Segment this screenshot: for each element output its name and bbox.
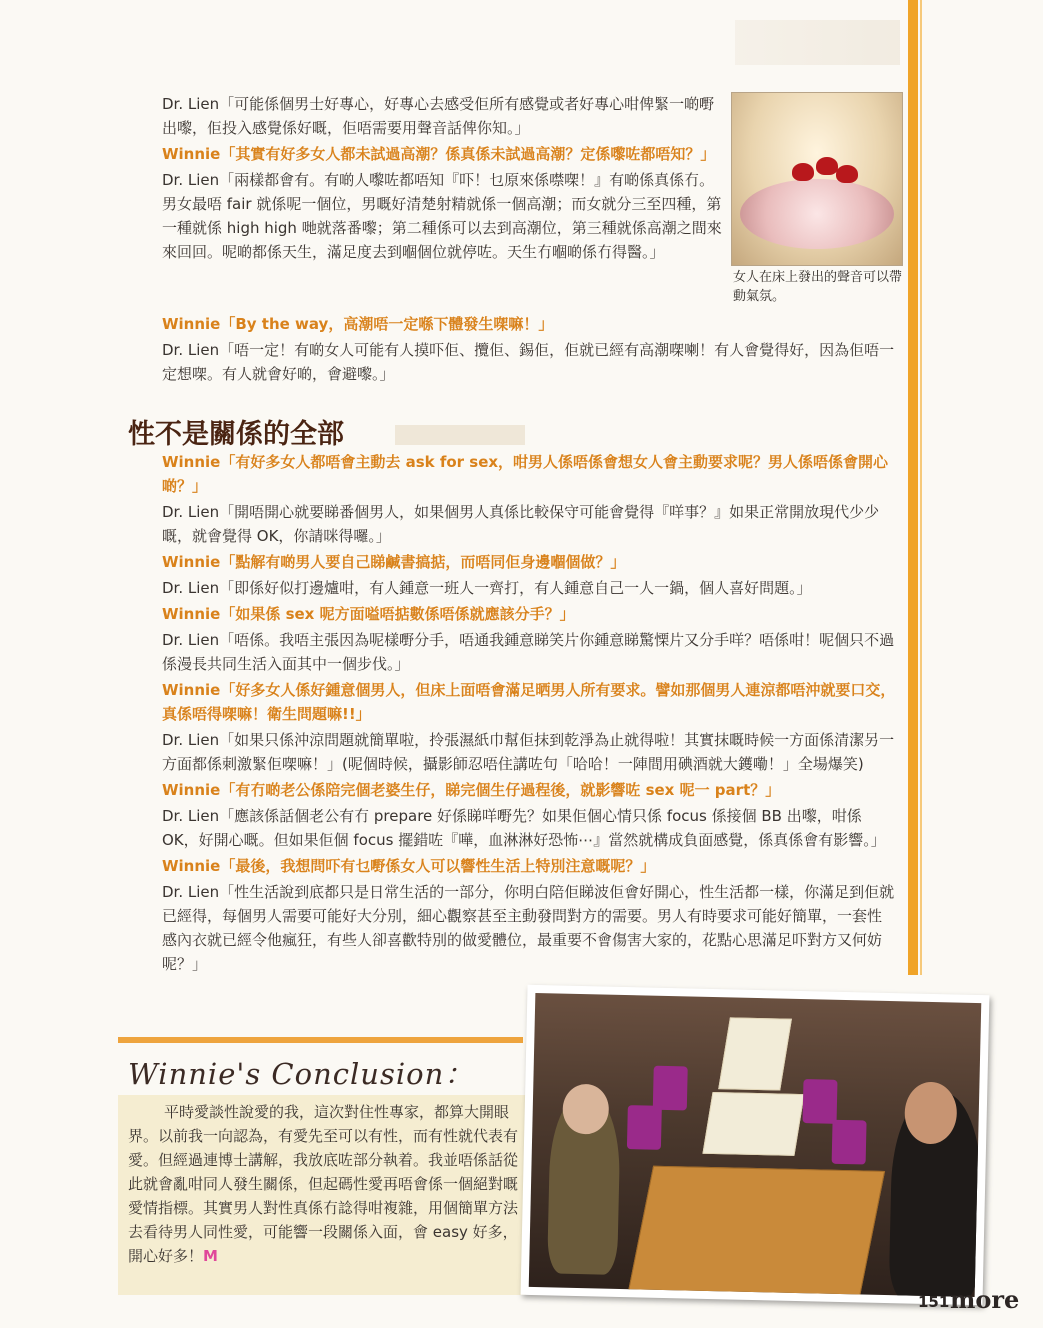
- purple-chair: [653, 1066, 688, 1111]
- dialogue-text: 「如果只係沖涼問題就簡單啦，拎張濕紙巾幫佢抹到乾淨為止就得啦！其實抹嘅時候一方面係清潔另一方面都係刺激緊佢㗎嘛！」(呢個時候，攝影師忍唔住講咗句「哈哈！一陣間用碘酒就大鑊嘞！」全場爆笑): [162, 731, 895, 773]
- heading-band: [395, 425, 525, 445]
- speaker-name: Winnie: [162, 681, 221, 699]
- purple-chair: [803, 1079, 838, 1124]
- dialogue-line: [126, 142, 726, 166]
- top-dialogue: [126, 92, 726, 266]
- magazine-end-mark: M: [203, 1247, 218, 1265]
- dialogue-text: 「好多女人係好鍾意個男人，但床上面唔會滿足晒男人所有要求。譬如那個男人連涼都唔沖就要口交，真係唔得㗎嘛！衛生問題嘛!!」: [162, 681, 896, 723]
- dialogue-text: 「其實有好多女人都未試過高潮？係真係未試過高潮？定係嚟咗都唔知？」: [220, 145, 716, 163]
- magazine-brand: more: [950, 1285, 1020, 1314]
- red-pillow: [792, 163, 814, 181]
- speaker-name: Winnie: [162, 781, 221, 799]
- orange-edge-bar: [908, 0, 918, 975]
- background-blur: [735, 20, 900, 65]
- dialogue-line: [126, 628, 896, 676]
- dialogue-line: [126, 678, 896, 726]
- bedroom-photo: [731, 92, 903, 266]
- speaker-name: Winnie: [162, 453, 221, 471]
- dialogue-line: [126, 778, 896, 802]
- dialogue-text: 「應該係話個老公有冇 prepare 好係睇咩嘢先？如果佢個心情只係 focus 係接個 BB 出嚟，咁係 OK，好開心嘅。但如果佢個 focus 擺錯咗『嘩，血淋淋好恐怖⋯』當然就構成負面感覺，係真係會有影響。」: [162, 807, 886, 849]
- round-bed: [740, 179, 894, 249]
- dialogue-text: 「開唔開心就要睇番個男人，如果個男人真係比較保守可能會覺得『咩事？』如果正常開放現代少少嘅，就會覺得 OK，你請咪得囉。」: [162, 503, 880, 545]
- table: [718, 1017, 792, 1090]
- conclusion-rule: [118, 1037, 523, 1043]
- speaker-name: Dr. Lien: [162, 171, 220, 189]
- conclusion-body: 平時愛談性說愛的我，這次對住性專家，都算大開眼界。以前我一向認為，有愛先至可以有性，而有性就代表有愛。但經過連博士講解，我放底咗部分執着。我並唔係話從此就會亂咁同人發生關係，但起碼性愛再唔會係一個絕對嘅愛情指標。其實男人對性真係冇諗得咁複雜，用個簡單方法去看待男人同性愛，可能響一段關係入面，會 easy 好多，開心好多！: [128, 1103, 519, 1265]
- dialogue-text: 「By the way，高潮唔一定喺下體發生㗎嘛！」: [220, 315, 554, 333]
- dialogue-line: [126, 728, 896, 776]
- dialogue-line: [126, 576, 896, 600]
- red-pillow: [816, 157, 838, 175]
- dialogue-line: [126, 450, 896, 498]
- speaker-name: Winnie: [162, 315, 221, 333]
- dialogue-text: 「最後，我想問吓有乜嘢係女人可以響性生活上特別注意嘅呢？」: [220, 857, 656, 875]
- dialogue-text: 「有冇啲老公係陪完個老婆生仔，睇完個生仔過程後，就影響咗 sex 呢一 part？」: [220, 781, 781, 799]
- dialogue-text: 「兩樣都會有。有啲人嚟咗都唔知『吓！乜原來係噤㗎！』有啲係真係冇。男女最唔 fair 就係呢一個位，男嘅好清楚射精就係一個高潮；而女就分三至四種，第一種就係 high high 哋就落番嚟；第二種係可以去到高潮位，第三種就係高潮之間來來回回。呢啲都係天生，滿足度去到嗰個位就停咗。天生冇嗰啲係冇得醫。」: [162, 171, 722, 261]
- speaker-name: Dr. Lien: [162, 731, 220, 749]
- dialogue-line: [126, 500, 896, 548]
- conclusion-title: Winnie's Conclusion：: [128, 1057, 475, 1091]
- dialogue-text: 「可能係個男士好專心，好專心去感受佢所有感覺或者好專心咁俾緊一啲嘢出嚟，佢投入感覺係好嘅，佢唔需要用聲音話俾你知。」: [162, 95, 715, 137]
- speaker-name: Dr. Lien: [162, 883, 220, 901]
- table: [627, 1166, 885, 1297]
- restaurant-scene: [529, 993, 982, 1297]
- speaker-name: Dr. Lien: [162, 503, 220, 521]
- speaker-name: Dr. Lien: [162, 341, 220, 359]
- dialogue-line: [126, 880, 896, 976]
- top-dialogue-cont: [126, 312, 896, 386]
- purple-chair: [832, 1120, 867, 1165]
- speaker-name: Winnie: [162, 553, 221, 571]
- dialogue-line: [126, 168, 726, 264]
- dialogue-text: 「即係好似打邊爐咁，有人鍾意一班人一齊打，有人鍾意自己一人一鍋，個人喜好問題。」: [219, 579, 812, 597]
- dialogue-line: [126, 338, 896, 386]
- table: [702, 1092, 804, 1156]
- interview-photo: [521, 985, 990, 1305]
- orange-edge-line: [920, 0, 922, 975]
- speaker-name: Dr. Lien: [162, 579, 220, 597]
- page-number: 151: [918, 1293, 950, 1311]
- speaker-name: Winnie: [162, 857, 221, 875]
- dialogue-text: 「點解有啲男人要自己睇鹹書搞掂，而唔同佢身邊嗰個做？」: [220, 553, 626, 571]
- dialogue-line: [126, 804, 896, 852]
- speaker-name: Winnie: [162, 605, 221, 623]
- speaker-name: Dr. Lien: [162, 95, 220, 113]
- conclusion-text: [128, 1100, 520, 1268]
- speaker-name: Winnie: [162, 145, 221, 163]
- photo-caption: 女人在床上發出的聲音可以帶動氣氛。: [733, 270, 903, 304]
- dialogue-line: [126, 92, 726, 140]
- dialogue-line: [126, 550, 896, 574]
- dialogue-text: 「如果係 sex 呢方面嗌唔掂數係唔係就應該分手？」: [220, 605, 575, 623]
- dialogue-text: 「有好多女人都唔會主動去 ask for sex，咁男人係唔係會想女人會主動要求呢？男人係唔係會開心啲？」: [162, 453, 889, 495]
- red-pillow: [836, 165, 858, 183]
- section-heading: 性不是關係的全部: [128, 419, 344, 450]
- speaker-name: Dr. Lien: [162, 807, 220, 825]
- dialogue-line: [126, 602, 896, 626]
- dialogue-text: 「性生活說到底都只是日常生活的一部分，你明白陪佢睇波佢會好開心，性生活都一樣，你滿足到佢就已經得，每個男人需要可能好大分別，細心觀察甚至主動發問對方的需要。男人有時要求可能好簡單，一套性感內衣就已經令他瘋狂，有些人卻喜歡特別的做愛體位，最重要不會傷害大家的，花點心思滿足吓對方又何妨呢？」: [162, 883, 895, 973]
- dialogue-line: [126, 312, 896, 336]
- dialogue-line: [126, 854, 896, 878]
- dialogue-text: 「唔係。我唔主張因為呢樣嘢分手，唔通我鍾意睇笑片你鍾意睇驚慄片又分手咩？唔係咁！呢個只不過係漫長共同生活入面其中一個步伐。」: [162, 631, 895, 673]
- purple-chair: [627, 1105, 662, 1150]
- dialogue-text: 「唔一定！有啲女人可能有人摸吓佢、攬佢、錫佢，佢就已經有高潮㗎喇！有人會覺得好，因為佢唔一定想㗎。有人就會好啲，會避嚟。」: [162, 341, 895, 383]
- speaker-name: Dr. Lien: [162, 631, 220, 649]
- section-dialogue: [126, 450, 896, 976]
